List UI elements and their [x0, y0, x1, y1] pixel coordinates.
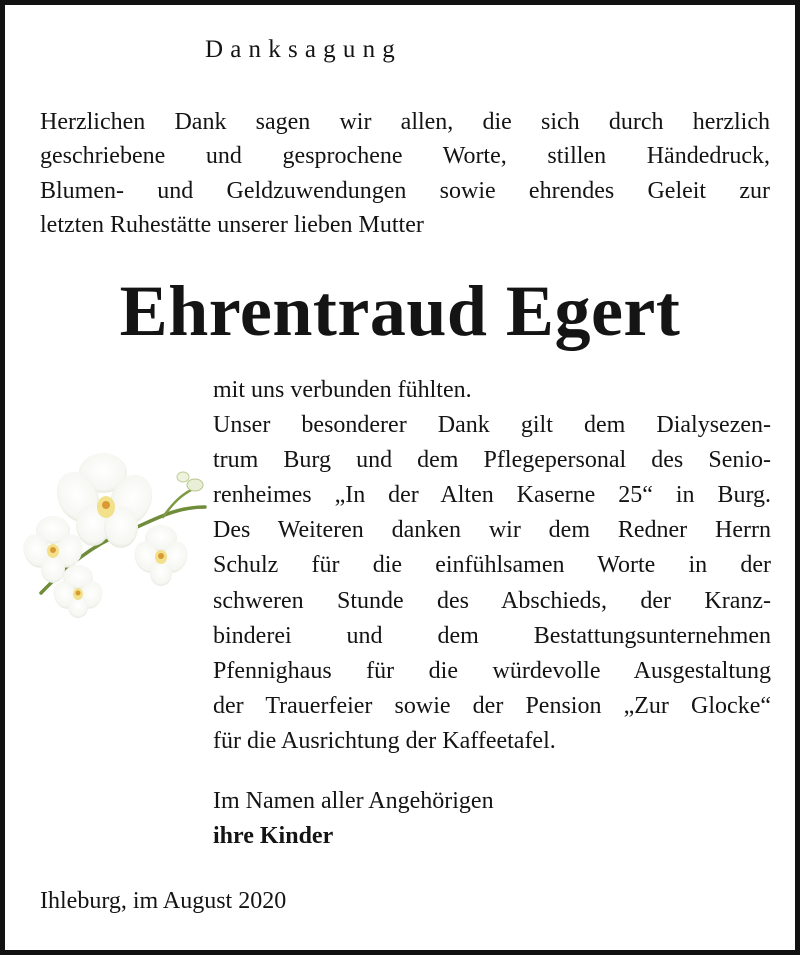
deceased-name: Ehrentraud Egert: [119, 271, 681, 351]
intro-line: Herzlichen Dank sagen wir allen, die sich durch herzlich: [40, 109, 770, 135]
intro-paragraph: [40, 105, 770, 242]
intro-line: geschriebene und gesprochene Worte, stillen Händedruck,: [40, 143, 770, 170]
signature-line: Im Namen aller Angehörigen: [213, 788, 494, 814]
body-line: für die Ausrichtung der Kaffeetafel.: [213, 727, 556, 754]
body-line: schweren Stunde des Abschieds, der Kranz-: [213, 587, 771, 614]
signature-name: ihre Kinder: [213, 823, 334, 849]
intro-line: Blumen- und Geldzuwendungen sowie ehrendes Geleit zur: [40, 177, 770, 204]
orchid-flower-image: [23, 445, 213, 620]
body-paragraph: [213, 373, 771, 759]
place-date: Ihleburg, im August 2020: [40, 888, 287, 914]
body-line: trum Burg und dem Pflegepersonal des Senio-: [213, 447, 771, 474]
body-line: Des Weiteren danken wir dem Redner Herrn: [213, 517, 771, 544]
body-line: Unser besonderer Dank gilt dem Dialysezen-: [213, 412, 771, 439]
body-line: binderei und dem Bestattungsunternehmen: [213, 622, 771, 649]
body-line: mit uns verbunden fühlten.: [213, 377, 472, 403]
body-line: Schulz für die einfühlsamen Worte in der: [213, 552, 771, 579]
body-line: der Trauerfeier sowie der Pension „Zur Glocke“: [213, 692, 771, 719]
body-line: Pfennighaus für die würdevolle Ausgestaltung: [213, 657, 771, 684]
notice-heading: Danksagung: [205, 36, 402, 63]
body-line: renheimes „In der Alten Kaserne 25“ in Burg.: [213, 482, 771, 509]
intro-line: letzten Ruhestätte unserer lieben Mutter: [40, 211, 424, 238]
